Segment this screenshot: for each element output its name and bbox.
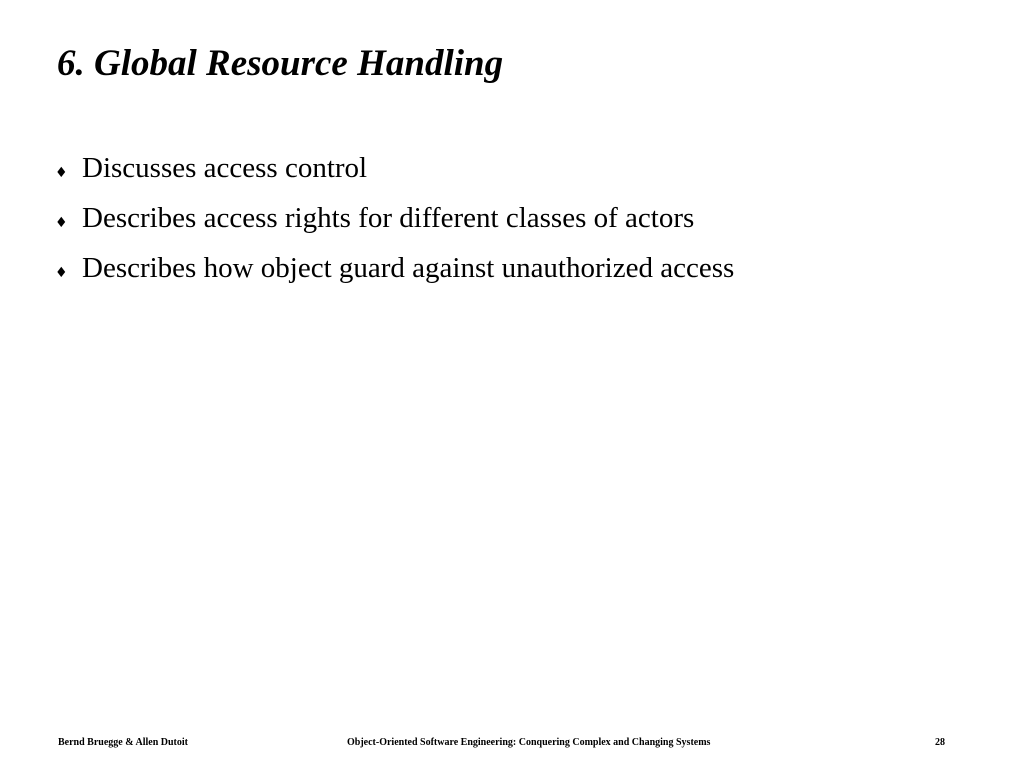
list-item bbox=[55, 196, 734, 246]
bullet-list bbox=[55, 146, 734, 296]
footer-book-title: Object-Oriented Software Engineering: Conquering Complex and Changing Systems bbox=[347, 737, 711, 748]
footer-authors: Bernd Bruegge & Allen Dutoit bbox=[58, 737, 188, 748]
bullet-text: Describes how object guard against unauthorized access bbox=[82, 252, 735, 284]
diamond-bullet-icon: ♦ bbox=[55, 265, 68, 281]
list-item bbox=[55, 146, 734, 196]
diamond-bullet-icon: ♦ bbox=[55, 215, 68, 231]
diamond-bullet-icon: ♦ bbox=[55, 165, 68, 181]
bullet-text: Discusses access control bbox=[82, 152, 368, 184]
list-item bbox=[55, 246, 734, 296]
bullet-text: Describes access rights for different classes of actors bbox=[82, 202, 695, 234]
slide-title: 6. Global Resource Handling bbox=[57, 43, 504, 84]
page-number: 28 bbox=[935, 737, 945, 748]
